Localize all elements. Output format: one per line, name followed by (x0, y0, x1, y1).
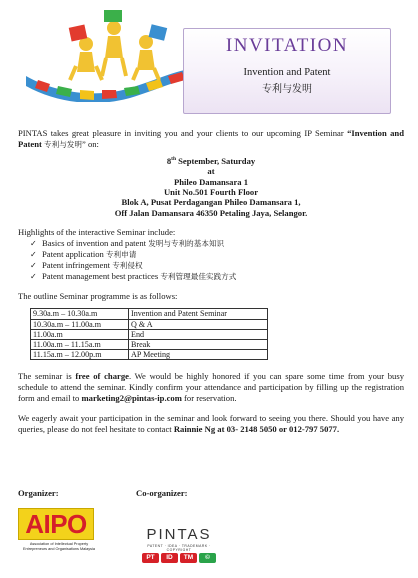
programme-table (30, 308, 268, 360)
time-cell: 11.15a.m – 12.00p.m (31, 350, 129, 360)
pintas-service-badges (142, 553, 222, 565)
free-text-a: The seminar is (18, 371, 72, 382)
free-of-charge-paragraph (18, 371, 404, 404)
checkmark-icon: ✓ (30, 250, 37, 260)
free-of-charge: free of charge (75, 371, 129, 382)
invitation-body (18, 128, 404, 435)
pintas-logo-text: PINTAS (146, 526, 212, 543)
contact-person: Rainnie Ng at 03- 2148 5050 or 012-797 5077. (173, 424, 340, 435)
highlight-text: Patent management best practices (42, 271, 159, 282)
time-cell: 11.00a.m – 11.15a.m (31, 339, 129, 349)
table-row (31, 309, 268, 319)
highlight-text: Patent application (42, 249, 104, 260)
coorganizer-label: Co-organizer: (136, 488, 188, 498)
banner-title: INVITATION (225, 35, 349, 56)
highlight-item (30, 249, 404, 260)
highlight-item (30, 271, 404, 282)
pintas-tagline: PATENT · IDEA · TRADEMARK · COPYRIGHT (147, 544, 211, 552)
patent-badge: PT (142, 553, 159, 563)
table-row (31, 350, 268, 360)
item-cell: Break (129, 339, 268, 349)
copyright-badge: © (199, 553, 216, 563)
banner-subtitle-chinese: 专利与发明 (262, 84, 312, 95)
event-unit: Unit No.501 Fourth Floor (163, 187, 259, 198)
seminar-name: “Invention and Patent (18, 128, 404, 149)
intro-text: PINTAS takes great pleasure in inviting you and your clients to our upcoming IP Seminar (18, 128, 344, 138)
highlight-text: Patent infringement (42, 260, 111, 271)
item-cell: Q & A (129, 319, 268, 329)
contact-paragraph (18, 413, 404, 435)
figure-center (102, 10, 126, 76)
table-row (31, 339, 268, 349)
highlights-heading: Highlights of the interactive Seminar include: (18, 227, 176, 238)
highlight-item (30, 260, 404, 271)
idea-badge: ID (161, 553, 178, 563)
highlight-text-chinese: 专利管理最佳实践方式 (160, 272, 237, 282)
event-at: at (207, 166, 215, 177)
event-road: Off Jalan Damansara 46350 Petaling Jaya, Selangor. (114, 207, 308, 218)
table-row (31, 319, 268, 329)
contact-text: We eagerly await your participation in the seminar and look forward to seeing you there. Should you have any queries, please do not feel hesitate to contact (18, 413, 404, 435)
invitation-banner (183, 28, 391, 114)
checkmark-icon: ✓ (30, 261, 37, 271)
highlight-text-chinese: 专利申请 (105, 250, 137, 260)
banner-subtitle: Invention and Patent (243, 67, 331, 78)
puzzle-ribbon (26, 68, 208, 102)
free-text-c: . We would be highly honored if you can spare some time from your busy schedule to attend the seminar. Kindly confirm your attendance and participation by filling up the registration form and email to (18, 371, 404, 404)
highlight-item (30, 238, 404, 249)
time-cell: 11.00a.m (31, 329, 129, 339)
event-date-rest: September, Saturday (176, 155, 256, 166)
table-row (31, 329, 268, 339)
seminar-name-chinese: 专利与发明 (44, 140, 82, 149)
aipo-logo-subtitle: Association of Intellectual Property Entrepreneurs and Organisations Malaysia (23, 542, 95, 551)
intro-on: ” on: (82, 139, 99, 149)
highlight-text-chinese: 发明与专利的基本知识 (148, 239, 225, 249)
item-cell: Invention and Patent Seminar (129, 309, 268, 319)
highlight-text-chinese: 专利侵权 (112, 261, 143, 271)
trademark-badge: TM (180, 553, 197, 563)
event-date (18, 154, 404, 166)
organizer-label: Organizer: (18, 488, 59, 498)
event-venue: Phileo Damansara 1 (174, 176, 248, 187)
intro-paragraph (18, 128, 404, 150)
registration-email-link[interactable]: marketing2@pintas-ip.com (81, 393, 182, 404)
checkmark-icon: ✓ (30, 272, 37, 282)
item-cell: End (129, 329, 268, 339)
highlight-text: Basics of invention and patent (42, 238, 147, 249)
pintas-logo (136, 514, 222, 572)
free-text-d: for reservation. (181, 393, 237, 404)
time-cell: 9.30a.m – 10.30a.m (31, 309, 129, 319)
checkmark-icon: ✓ (30, 239, 37, 249)
time-cell: 10.30a.m – 11.00a.m (31, 319, 129, 329)
aipo-logo-text: AIPO (25, 509, 87, 539)
item-cell: AP Meeting (129, 350, 268, 360)
event-day-suffix: th (171, 156, 176, 162)
highlights-list (30, 238, 404, 282)
event-block: Blok A, Pusat Perdagangan Phileo Damansara 1, (121, 197, 301, 208)
figure-right (133, 24, 167, 80)
figure-left (69, 24, 102, 80)
event-day: 8 (166, 155, 172, 166)
aipo-logo (18, 508, 100, 570)
programme-heading: The outline Seminar programme is as follows: (18, 291, 178, 302)
